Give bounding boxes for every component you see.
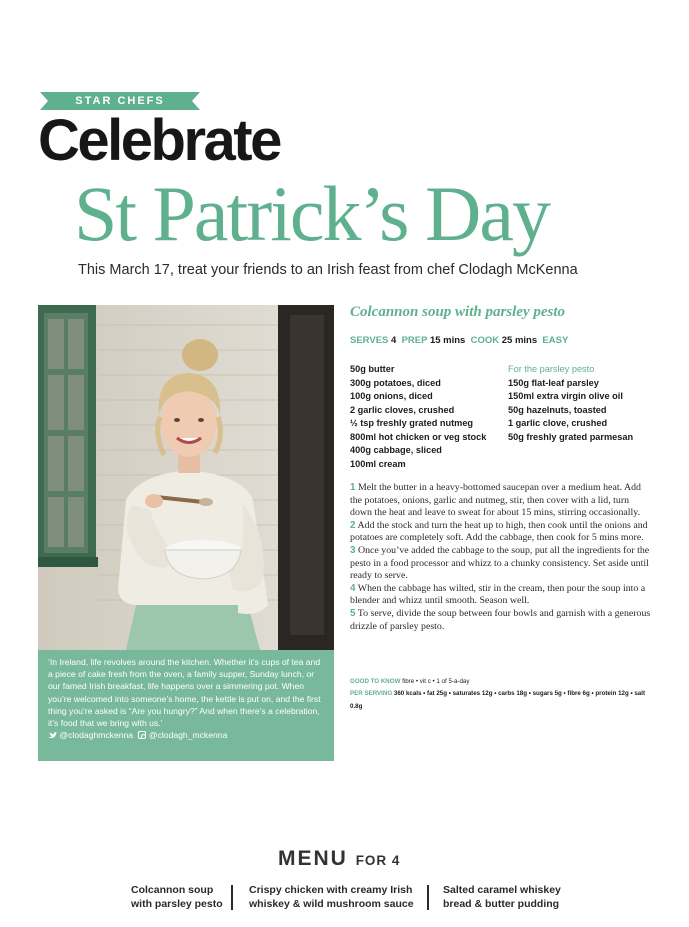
menu-item-2 bbox=[249, 884, 414, 911]
per-serving-value: 360 kcals • fat 25g • saturates 12g • carbs 18g • sugars 5g • fibre 6g • protein 12g • salt 0.8g bbox=[350, 690, 645, 710]
prep-label: PREP bbox=[401, 335, 428, 346]
step-text: Once you’ve added the cabbage to the soup, put all the ingredients for the pesto in a food processor and whizz to a chunky consistency. Set aside until ready to serve. bbox=[350, 544, 650, 582]
method-step bbox=[350, 608, 652, 633]
pesto-ingredient-item: 1 garlic clove, crushed bbox=[508, 418, 608, 428]
difficulty-label: EASY bbox=[542, 335, 569, 346]
ingredient-item: 50g butter bbox=[350, 364, 395, 374]
good-to-know-value: fibre • vit c • 1 of 5-a-day bbox=[402, 678, 470, 685]
chef-illustration bbox=[38, 305, 334, 650]
chef-quote-box bbox=[38, 650, 334, 761]
menu-title: MENU bbox=[278, 847, 348, 870]
step-number: 4 bbox=[350, 582, 356, 594]
method-step bbox=[350, 545, 652, 583]
intro-text: This March 17, treat your friends to an Irish feast from chef Clodagh McKenna bbox=[78, 262, 578, 278]
menu-item-line: Crispy chicken with creamy Irish bbox=[249, 884, 413, 896]
ingredient-item: 400g cabbage, sliced bbox=[350, 445, 442, 455]
per-serving-label: PER SERVING bbox=[350, 690, 393, 698]
ingredient-item: ½ tsp freshly grated nutmeg bbox=[350, 418, 474, 428]
pesto-ingredient-item: 150g flat-leaf parsley bbox=[508, 377, 599, 388]
pesto-ingredient-item: 50g hazelnuts, toasted bbox=[508, 404, 607, 415]
twitter-handle[interactable]: @clodaghmckenna bbox=[59, 730, 134, 741]
ingredient-item: 800ml hot chicken or veg stock bbox=[350, 431, 487, 442]
pesto-ingredient-item: 150ml extra virgin olive oil bbox=[508, 391, 623, 401]
pesto-ingredients-list bbox=[508, 363, 658, 444]
instagram-icon bbox=[138, 731, 146, 739]
banner-label: STAR CHEFS bbox=[75, 95, 165, 107]
cook-value: 25 mins bbox=[501, 335, 538, 346]
menu-item-1 bbox=[131, 884, 223, 911]
method-step bbox=[350, 520, 652, 545]
menu-item-3 bbox=[443, 884, 561, 911]
pesto-heading: For the parsley pesto bbox=[508, 364, 595, 374]
ingredient-item: 100g onions, diced bbox=[350, 391, 433, 401]
cook-label: COOK bbox=[470, 335, 500, 346]
step-number: 2 bbox=[350, 519, 356, 531]
menu-item-line: Salted caramel whiskey bbox=[443, 884, 561, 896]
menu-divider bbox=[231, 885, 233, 910]
menu-item-line: whiskey & wild mushroom sauce bbox=[249, 897, 414, 910]
step-text: To serve, divide the soup between four bowls and garnish with a generous drizzle of parsley pesto. bbox=[350, 607, 651, 632]
step-text: Add the stock and turn the heat up to high, then cook until the onions and potatoes are completely soft. Add the cabbage, then cook for 5 mins more. bbox=[350, 519, 648, 544]
menu-heading bbox=[278, 847, 400, 871]
step-number: 1 bbox=[350, 482, 356, 493]
chef-photo bbox=[38, 305, 334, 650]
title-st-patricks-day: St Patrick’s Day bbox=[74, 170, 549, 257]
prep-value: 15 mins bbox=[429, 335, 466, 346]
menu-item-line: Colcannon soup bbox=[131, 884, 214, 896]
menu-divider bbox=[427, 885, 429, 910]
chef-quote-text: ‘In Ireland, life revolves around the kitchen. Whether it’s cups of tea and a piece of cake fresh from the oven, a family supper, Sunday lunch, or our famed Irish breakfast, life happens over a simmering pot. When you’re welcomed into someone’s home, the kettle is put on, and the first thing you’re asked is “Are you hungry?” And when there’s a celebration, it’s food that we bring with us.’ bbox=[48, 657, 321, 729]
ingredients-list bbox=[350, 363, 510, 471]
title-celebrate: Celebrate bbox=[38, 108, 280, 173]
recipe-meta bbox=[350, 335, 568, 346]
serves-label: SERVES bbox=[350, 335, 389, 346]
twitter-icon bbox=[48, 731, 57, 739]
menu-item-line: bread & butter pudding bbox=[443, 897, 560, 910]
nutrition-info bbox=[350, 676, 650, 713]
method-step bbox=[350, 583, 652, 608]
step-number: 5 bbox=[350, 607, 356, 619]
menu-item-line: with parsley pesto bbox=[131, 897, 223, 910]
step-text: When the cabbage has wilted, stir in the cream, then pour the soup into a blender and whizz until smooth. Season well. bbox=[350, 582, 646, 607]
method-step bbox=[350, 482, 652, 520]
ingredient-item: 2 garlic cloves, crushed bbox=[350, 404, 455, 415]
step-text: Melt the butter in a heavy-bottomed saucepan over a medium heat. Add the potatoes, onions, garlic and nutmeg, stir, then cover with a lid, turn down the heat and leave to sweat for about 15 mins, stirring occasionally. bbox=[350, 482, 641, 519]
ingredient-item: 100ml cream bbox=[350, 458, 406, 469]
pesto-ingredient-item: 50g freshly grated parmesan bbox=[508, 431, 634, 442]
method-steps bbox=[350, 482, 652, 633]
recipe-title: Colcannon soup with parsley pesto bbox=[350, 304, 566, 320]
good-to-know-label: GOOD TO KNOW bbox=[350, 678, 401, 685]
menu-for: FOR 4 bbox=[355, 853, 401, 868]
instagram-handle[interactable]: @clodagh_mckenna bbox=[148, 730, 228, 741]
ingredient-item: 300g potatoes, diced bbox=[350, 377, 441, 388]
step-number: 3 bbox=[350, 544, 356, 556]
serves-value: 4 bbox=[391, 335, 397, 346]
